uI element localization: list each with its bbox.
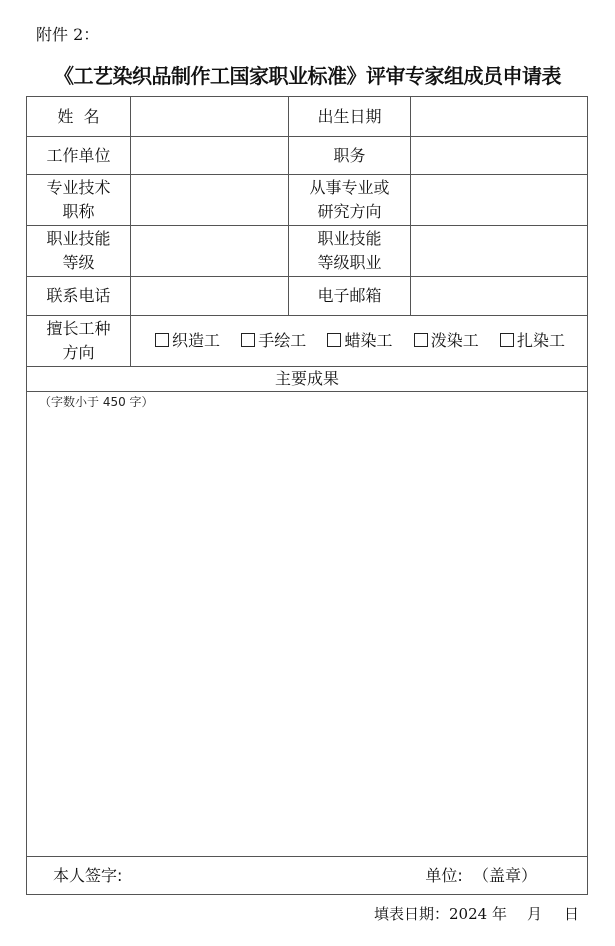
- fill-date-year: 2024 年: [449, 905, 507, 923]
- option-splash-dyeing[interactable]: [414, 329, 479, 353]
- skill-occupation-label-line2: 等级职业: [317, 253, 382, 272]
- page-title: 《工艺染织品制作工国家职业标准》评审专家组成员申请表: [54, 64, 561, 88]
- fill-date-month: 月: [526, 905, 542, 923]
- checkbox[interactable]: [241, 333, 255, 347]
- unit-seal: [425, 864, 537, 888]
- signature-cell: [27, 857, 588, 895]
- skill-occupation-label: [289, 226, 411, 277]
- row-professional-title: [27, 175, 588, 226]
- row-main-results-header: [27, 367, 588, 392]
- email-label: 电子邮箱: [289, 277, 411, 316]
- fill-date-day: 日: [563, 905, 579, 923]
- signature-label: 本人签字:: [53, 865, 123, 885]
- position-label: 职务: [289, 137, 411, 175]
- application-form-table: [26, 96, 588, 895]
- professional-title-label: [27, 175, 131, 226]
- work-unit-label: 工作单位: [27, 137, 131, 175]
- birth-date-field[interactable]: [411, 97, 588, 137]
- row-skill-level: [27, 226, 588, 277]
- skill-level-field[interactable]: [131, 226, 289, 277]
- specialty-label-line1: 擅长工种: [46, 319, 111, 338]
- phone-label: 联系电话: [27, 277, 131, 316]
- specialty-label: [27, 316, 131, 367]
- word-limit-hint: （字数小于 450 字）: [39, 395, 154, 409]
- option-label: 织造工: [172, 331, 221, 350]
- position-field[interactable]: [411, 137, 588, 175]
- option-label: 蜡染工: [344, 331, 393, 350]
- option-hand-painting[interactable]: [241, 329, 306, 353]
- row-main-results-content: [27, 392, 588, 857]
- research-field-label-line1: 从事专业或: [309, 178, 390, 197]
- fill-date: [374, 903, 579, 924]
- row-specialty: [27, 316, 588, 367]
- row-name: [27, 97, 588, 137]
- option-weaving[interactable]: [155, 329, 220, 353]
- skill-level-label: [27, 226, 131, 277]
- checkbox[interactable]: [327, 333, 341, 347]
- checkbox[interactable]: [500, 333, 514, 347]
- phone-field[interactable]: [131, 277, 289, 316]
- option-label: 手绘工: [258, 331, 307, 350]
- row-signature: [27, 857, 588, 895]
- main-results-field[interactable]: [27, 392, 588, 857]
- skill-occupation-field[interactable]: [411, 226, 588, 277]
- professional-title-label-line1: 专业技术: [46, 178, 111, 197]
- specialty-options: [131, 316, 588, 367]
- checkbox[interactable]: [155, 333, 169, 347]
- row-work-unit: [27, 137, 588, 175]
- row-contact: [27, 277, 588, 316]
- email-field[interactable]: [411, 277, 588, 316]
- research-field-label-line2: 研究方向: [317, 202, 382, 221]
- option-wax-dyeing[interactable]: [327, 329, 392, 353]
- research-field-field[interactable]: [411, 175, 588, 226]
- seal-label: （盖章）: [472, 865, 537, 885]
- option-label: 泼染工: [430, 331, 479, 350]
- name-label: 姓 名: [27, 97, 131, 137]
- professional-title-label-line2: 职称: [62, 202, 95, 221]
- work-unit-field[interactable]: [131, 137, 289, 175]
- name-field[interactable]: [131, 97, 289, 137]
- skill-level-label-line1: 职业技能: [46, 229, 111, 248]
- unit-label: 单位:: [425, 865, 463, 885]
- option-tie-dyeing[interactable]: [500, 329, 565, 353]
- research-field-label: [289, 175, 411, 226]
- fill-date-label: 填表日期：: [374, 905, 450, 923]
- attachment-label: 附件 2：: [36, 25, 100, 44]
- birth-date-label: 出生日期: [289, 97, 411, 137]
- professional-title-field[interactable]: [131, 175, 289, 226]
- checkbox[interactable]: [414, 333, 428, 347]
- specialty-label-line2: 方向: [62, 343, 95, 362]
- skill-level-label-line2: 等级: [62, 253, 95, 272]
- option-label: 扎染工: [516, 331, 565, 350]
- skill-occupation-label-line1: 职业技能: [317, 229, 382, 248]
- main-results-header: 主要成果: [27, 367, 588, 392]
